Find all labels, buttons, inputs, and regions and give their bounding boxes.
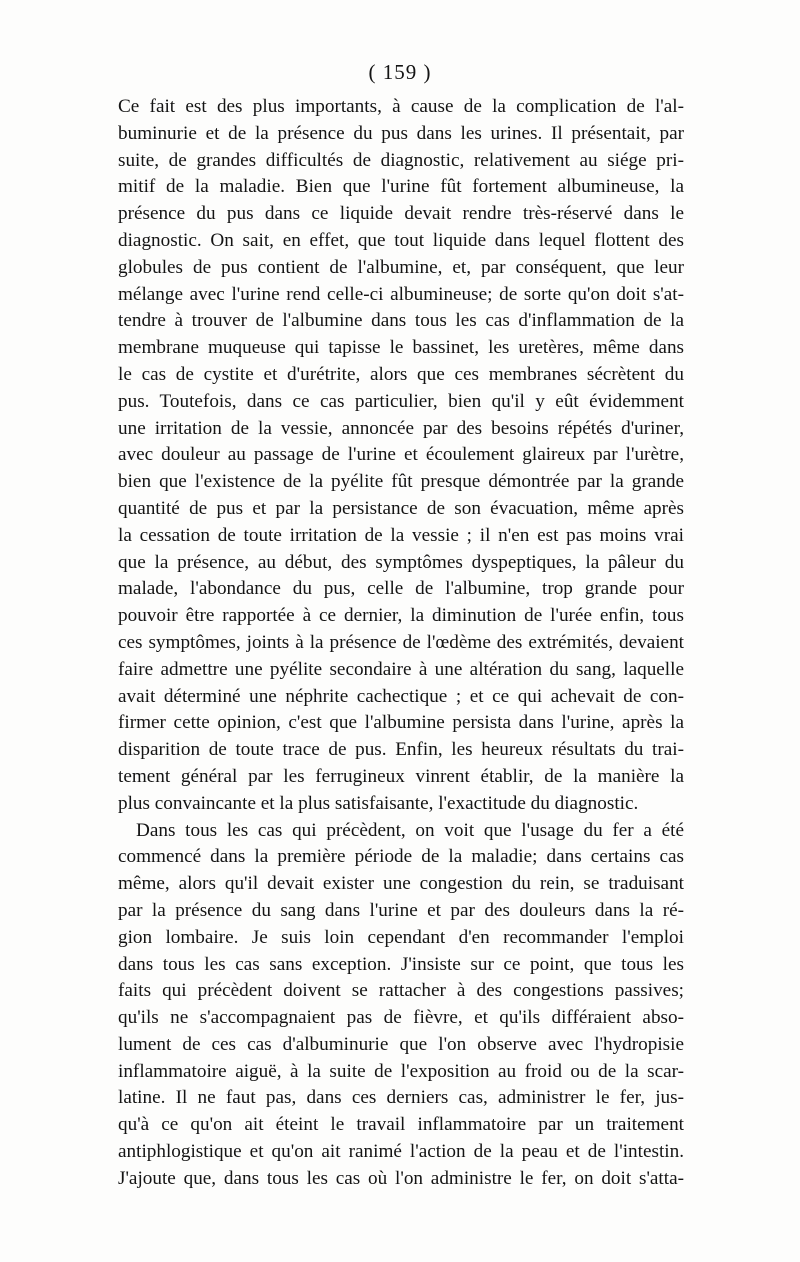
text-line: globules de pus contient de l'albumine, et, par conséquent, que leur [118, 256, 684, 278]
text-line: le cas de cystite et d'urétrite, alors que ces membranes sécrètent du [118, 363, 684, 385]
text-line: J'ajoute que, dans tous les cas où l'on administre le fer, on doit s'atta- [118, 1167, 684, 1189]
text-line: Dans tous les cas qui précèdent, on voit que l'usage du fer a été [136, 819, 684, 841]
paragraph [118, 94, 684, 818]
body-text [118, 94, 684, 1193]
text-line: une irritation de la vessie, annoncée par des besoins répétés d'uriner, [118, 417, 684, 439]
text-line: tendre à trouver de l'albumine dans tous les cas d'inflammation de la [118, 310, 684, 332]
text-line: la cessation de toute irritation de la vessie ; il n'en est pas moins vrai [118, 524, 684, 546]
text-line: faire admettre une pyélite secondaire à une altération du sang, laquelle [118, 658, 684, 680]
text-line: membrane muqueuse qui tapisse le bassinet, les uretères, même dans [118, 337, 684, 359]
text-line: inflammatoire aiguë, à la suite de l'exposition au froid ou de la scar- [118, 1060, 684, 1082]
text-line: firmer cette opinion, c'est que l'albumine persista dans l'urine, après la [118, 712, 684, 734]
text-line: avec douleur au passage de l'urine et écoulement glaireux par l'urètre, [118, 444, 684, 466]
text-line: antiphlogistique et qu'on ait ranimé l'action de la peau et de l'intestin. [118, 1141, 684, 1163]
text-line: qu'ils ne s'accompagnaient pas de fièvre, et qu'ils différaient abso- [118, 1007, 684, 1029]
text-line: qu'à ce qu'on ait éteint le travail inflammatoire par un traitement [118, 1114, 684, 1136]
text-line: ces symptômes, joints à la présence de l'œdème des extrémités, devaient [118, 631, 684, 653]
page-number: ( 159 ) [368, 60, 432, 84]
text-line: diagnostic. On sait, en effet, que tout liquide dans lequel flottent des [118, 229, 684, 251]
text-line: suite, de grandes difficultés de diagnostic, relativement au siége pri- [118, 149, 684, 171]
text-line: que la présence, au début, des symptômes dyspeptiques, la pâleur du [118, 551, 684, 573]
text-line: lument de ces cas d'albuminurie que l'on observe avec l'hydropisie [118, 1033, 684, 1055]
text-line: mélange avec l'urine rend celle-ci albumineuse; de sorte qu'on doit s'at- [118, 283, 684, 305]
text-line: pus. Toutefois, dans ce cas particulier, bien qu'il y eût évidemment [118, 390, 684, 412]
text-line: pouvoir être rapportée à ce dernier, la diminution de l'urée enfin, tous [118, 605, 684, 627]
text-line: commencé dans la première période de la maladie; dans certains cas [118, 846, 684, 868]
text-line: latine. Il ne faut pas, dans ces derniers cas, administrer le fer, jus- [118, 1087, 684, 1109]
text-line: quantité de pus et par la persistance de son évacuation, même après [118, 497, 684, 519]
text-line: gion lombaire. Je suis loin cependant d'en recommander l'emploi [118, 926, 684, 948]
text-line: plus convaincante et la plus satisfaisante, l'exactitude du diagnostic. [118, 792, 639, 814]
text-line: disparition de toute trace de pus. Enfin, les heureux résultats du trai- [118, 739, 684, 761]
text-line: présence du pus dans ce liquide devait rendre très-réservé dans le [118, 203, 684, 225]
text-line: faits qui précèdent doivent se rattacher à des congestions passives; [118, 980, 684, 1002]
text-line: mitif de la maladie. Bien que l'urine fût fortement albumineuse, la [118, 176, 684, 198]
text-line: avait déterminé une néphrite cachectique ; et ce qui achevait de con- [118, 685, 684, 707]
text-line: Ce fait est des plus importants, à cause de la complication de l'al- [118, 96, 684, 117]
text-line: bien que l'existence de la pyélite fût presque démontrée par la grande [118, 471, 684, 493]
text-line: buminurie et de la présence du pus dans les urines. Il présentait, par [118, 122, 684, 144]
text-line: tement général par les ferrugineux vinrent établir, de la manière la [118, 765, 684, 787]
text-line: dans tous les cas sans exception. J'insiste sur ce point, que tous les [118, 953, 684, 975]
text-line: malade, l'abondance du pus, celle de l'albumine, trop grande pour [118, 578, 684, 600]
text-line: par la présence du sang dans l'urine et par des douleurs dans la ré- [118, 899, 684, 921]
text-line: même, alors qu'il devait exister une congestion du rein, se traduisant [118, 873, 684, 895]
paragraph [118, 818, 684, 1193]
